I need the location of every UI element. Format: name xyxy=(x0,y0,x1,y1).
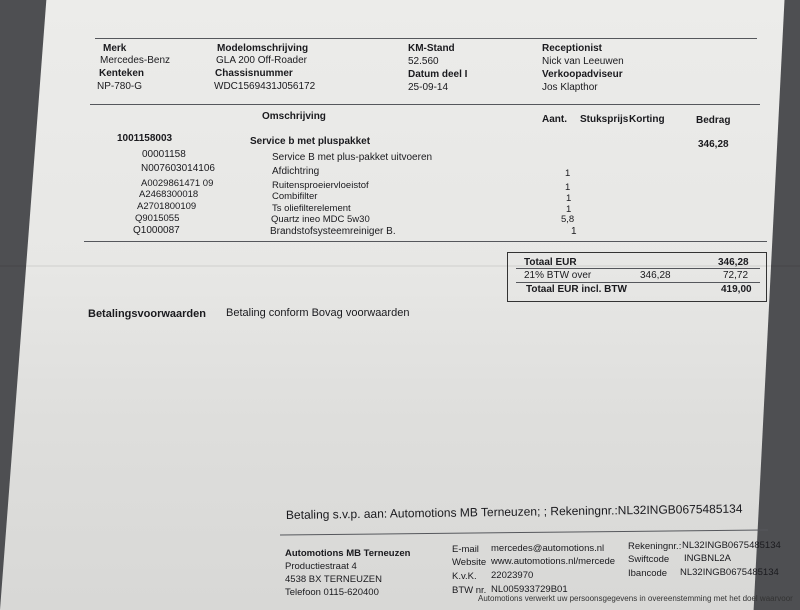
sub-item-description: Brandstofsysteemreiniger B. xyxy=(270,226,396,237)
model-value: GLA 200 Off-Roader xyxy=(216,55,307,66)
sub-item-code: A2701800109 xyxy=(137,201,197,212)
totaal-label: Totaal EUR xyxy=(524,257,577,268)
footer-kvk-label: K.v.K. xyxy=(452,571,477,582)
merk-value: Mercedes-Benz xyxy=(100,55,171,66)
btw-base: 346,28 xyxy=(640,270,671,281)
footer-rekening-value: NL32INGB0675485134 xyxy=(682,540,781,551)
sub-item-code: Q1000087 xyxy=(133,225,180,236)
chassis-value: WDC1569431J056172 xyxy=(214,81,316,92)
col-aant: Aant. xyxy=(542,114,567,125)
sub-item-qty: 5,8 xyxy=(561,214,575,225)
sub-item-qty: 1 xyxy=(566,193,572,204)
incl-value: 419,00 xyxy=(721,284,752,295)
totals-box xyxy=(507,252,767,302)
footer-fine-print: Automotions verwerkt uw persoonsgegevens in overeenstemming met het doel waarvoor xyxy=(478,594,793,603)
payment-terms-value: Betaling conform Bovag voorwaarden xyxy=(226,307,410,319)
sub-item-qty: 1 xyxy=(571,226,577,237)
sub-item-qty: 1 xyxy=(566,204,572,215)
totals-rule xyxy=(516,268,760,269)
footer-btw-value: NL005933729B01 xyxy=(491,584,568,595)
items-rule xyxy=(84,241,767,242)
chassis-label: Chassisnummer xyxy=(215,68,293,79)
incl-label: Totaal EUR incl. BTW xyxy=(526,284,627,295)
sub-item-qty: 1 xyxy=(565,182,571,193)
datum-label: Datum deel I xyxy=(408,69,468,80)
totals-rule xyxy=(516,282,760,283)
footer-kvk-value: 22023970 xyxy=(491,570,534,581)
model-label: Modelomschrijving xyxy=(217,43,309,54)
payment-to: Betaling s.v.p. aan: Automotions MB Terneuzen; ; Rekeningnr.:NL32INGB0675485134 xyxy=(285,501,743,522)
footer-website-value: www.automotions.nl/mercede xyxy=(491,556,616,567)
km-value: 52.560 xyxy=(408,56,439,67)
kenteken-label: Kenteken xyxy=(99,68,145,79)
header-rule xyxy=(90,104,760,105)
main-item-amount: 346,28 xyxy=(698,139,729,150)
footer-email-value: mercedes@automotions.nl xyxy=(491,543,605,554)
verkoop-label: Verkoopadviseur xyxy=(542,69,623,80)
main-item-code: 1001158003 xyxy=(117,133,173,144)
footer-rekening-label: Rekeningnr.: xyxy=(628,541,682,552)
footer-iban-value: NL32INGB0675485134 xyxy=(680,567,779,578)
sub-item-description: Service B met plus-pakket uitvoeren xyxy=(272,152,433,163)
footer-swift-label: Swiftcode xyxy=(628,554,670,565)
footer-btw-label: BTW nr. xyxy=(452,585,487,596)
footer-website-label: Website xyxy=(452,557,487,568)
sub-item-description: Combifilter xyxy=(272,191,318,202)
btw-label: 21% BTW over xyxy=(524,270,592,281)
sub-item-description: Afdichtring xyxy=(272,166,320,177)
totaal-value: 346,28 xyxy=(718,257,749,268)
sub-item-description: Quartz ineo MDC 5w30 xyxy=(271,214,370,225)
btw-value: 72,72 xyxy=(723,270,749,281)
sub-item-code: 00001158 xyxy=(142,149,186,160)
col-korting: Korting xyxy=(629,114,665,125)
sub-item-description: Ts oliefilterelement xyxy=(272,203,351,214)
payment-terms-label: Betalingsvoorwaarden xyxy=(88,308,206,320)
kenteken-value: NP-780-G xyxy=(97,81,143,92)
footer-city: 4538 BX TERNEUZEN xyxy=(285,574,382,585)
datum-value: 25-09-14 xyxy=(408,82,449,93)
col-omschrijving: Omschrijving xyxy=(262,111,326,122)
verkoop-value: Jos Klapthor xyxy=(542,82,598,93)
footer-street: Productiestraat 4 xyxy=(285,561,357,572)
footer-swift-value: INGBNL2A xyxy=(684,553,731,564)
sub-item-description: Ruitensproeiervloeistof xyxy=(272,180,369,191)
sub-item-qty: 1 xyxy=(565,168,571,179)
footer-email-label: E-mail xyxy=(452,544,479,555)
sub-item-code: N007603014106 xyxy=(141,163,215,174)
top-rule xyxy=(95,38,757,39)
col-stuksprijs: Stuksprijs xyxy=(580,114,629,125)
footer-phone: Telefoon 0115-620400 xyxy=(285,587,379,598)
receptionist-value: Nick van Leeuwen xyxy=(542,56,624,67)
merk-label: Merk xyxy=(103,43,127,54)
main-item-description: Service b met pluspakket xyxy=(250,136,371,147)
sub-item-code: Q9015055 xyxy=(135,213,180,224)
sub-item-code: A2468300018 xyxy=(139,189,199,200)
footer-company: Automotions MB Terneuzen xyxy=(285,548,411,559)
sub-item-code: A0029861471 09 xyxy=(141,178,214,189)
receptionist-label: Receptionist xyxy=(542,43,603,54)
km-label: KM-Stand xyxy=(408,43,455,54)
col-bedrag: Bedrag xyxy=(696,115,731,126)
footer-iban-label: Ibancode xyxy=(628,568,668,579)
